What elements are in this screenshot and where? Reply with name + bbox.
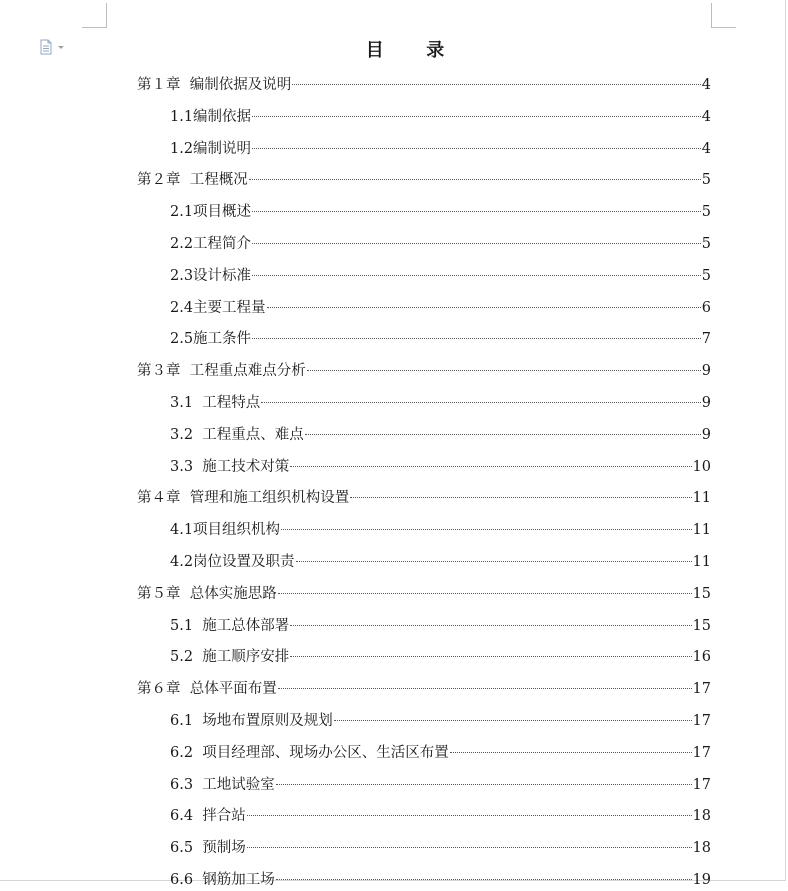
- toc-page-number: 4: [701, 77, 711, 93]
- toc-page-number: 18: [692, 840, 711, 857]
- toc-page-number: 15: [692, 585, 711, 602]
- toc-section-entry[interactable]: [170, 392, 711, 414]
- toc-entry-text: 2.4主要工程量: [170, 299, 266, 316]
- toc-section-entry[interactable]: [170, 805, 711, 827]
- toc-entry-text: 2.5施工条件: [170, 331, 252, 348]
- crop-mark-top-right: [711, 3, 736, 28]
- toc-page-number: 4: [701, 108, 711, 125]
- toc-section-entry[interactable]: [170, 233, 711, 255]
- toc-chapter-entry[interactable]: [137, 169, 711, 191]
- toc-entry-text: 4.2岗位设置及职责: [170, 554, 295, 570]
- crop-mark-top-left: [82, 3, 107, 28]
- toc-page-number: 9: [701, 363, 711, 380]
- toc-page-number: 9: [701, 426, 711, 443]
- toc-entry-text: 6.4 拌合站: [170, 808, 246, 825]
- toc-section-entry[interactable]: [170, 106, 711, 128]
- toc-dot-leader: [450, 752, 692, 753]
- toc-section-entry[interactable]: [170, 424, 711, 446]
- toc-entry-text: 3.2 工程重点、难点: [170, 426, 304, 443]
- toc-dot-leader: [281, 529, 691, 530]
- toc-page-number: 16: [692, 649, 711, 666]
- toc-entry-text: 第６章 总体平面布置: [137, 681, 277, 698]
- toc-dot-leader: [290, 656, 691, 657]
- toc-section-entry[interactable]: [170, 615, 711, 637]
- toc-dot-leader: [290, 466, 691, 467]
- toc-dot-leader: [252, 338, 701, 339]
- toc-page-number: 5: [701, 236, 711, 252]
- toc-dot-leader: [252, 243, 701, 244]
- toc-section-entry[interactable]: [170, 456, 711, 478]
- toc-dot-leader: [252, 148, 701, 149]
- toc-entry-text: 第５章 总体实施思路: [137, 585, 277, 602]
- toc-dot-leader: [252, 275, 701, 276]
- toc-section-entry[interactable]: [170, 519, 711, 541]
- toc-page-number: 11: [692, 554, 711, 570]
- toc-dot-leader: [307, 370, 701, 371]
- toc-page-number: 18: [692, 808, 711, 825]
- toc-entry-text: 2.3设计标准: [170, 267, 252, 284]
- toc-entry-text: 3.1 工程特点: [170, 395, 261, 411]
- toc-dot-leader: [276, 784, 692, 785]
- toc-dot-leader: [247, 815, 692, 816]
- toc-entry-text: 第２章 工程概况: [137, 172, 248, 189]
- toc-page-number: 7: [701, 331, 711, 348]
- toc-page-number: 6: [701, 299, 711, 316]
- toc-entry-text: 5.1 施工总体部署: [170, 617, 290, 634]
- toc-section-entry[interactable]: [170, 837, 711, 859]
- toc-page-number: 17: [692, 713, 711, 729]
- toc-section-entry[interactable]: [170, 646, 711, 668]
- toc-section-entry[interactable]: [170, 551, 711, 573]
- toc-page-number: 17: [692, 776, 711, 793]
- toc-section-entry[interactable]: [170, 710, 711, 732]
- toc-dot-leader: [267, 307, 701, 308]
- toc-dot-leader: [334, 720, 692, 721]
- toc-entry-text: 第１章 编制依据及说明: [137, 77, 292, 93]
- toc-page-number: 17: [692, 744, 711, 761]
- toc-chapter-entry[interactable]: [137, 678, 711, 700]
- toc-entry-text: 6.2 项目经理部、现场办公区、生活区布置: [170, 744, 449, 761]
- toc-dot-leader: [278, 688, 692, 689]
- toc-title: 目 录: [365, 40, 455, 61]
- toc-section-entry[interactable]: [170, 742, 711, 764]
- toc-page-number: 15: [692, 617, 711, 634]
- toc-dot-leader: [350, 497, 691, 498]
- toc-dot-leader: [252, 211, 701, 212]
- toc-entry-text: 1.2编制说明: [170, 140, 252, 157]
- toc-dot-leader: [305, 434, 701, 435]
- toc-entry-text: 6.5 预制场: [170, 840, 246, 857]
- toc-page-number: 17: [692, 681, 711, 698]
- toc-page-number: 10: [692, 458, 711, 475]
- toc-section-entry[interactable]: [170, 201, 711, 223]
- toc-entry-text: 4.1项目组织机构: [170, 522, 281, 539]
- toc-page-number: 11: [692, 490, 711, 507]
- toc-dot-leader: [252, 116, 701, 117]
- toc-page-number: 4: [701, 140, 711, 157]
- toc-section-entry[interactable]: [170, 328, 711, 350]
- toc-section-entry[interactable]: [170, 138, 711, 160]
- toc-entry-text: 6.1 场地布置原则及规划: [170, 713, 333, 729]
- toc-entry-text: 5.2 施工顺序安排: [170, 649, 290, 666]
- toc-section-entry[interactable]: [170, 265, 711, 287]
- toc-chapter-entry[interactable]: [137, 487, 711, 509]
- toc-page-number: 5: [701, 267, 711, 284]
- toc-section-entry[interactable]: [170, 774, 711, 796]
- toc-chapter-entry[interactable]: [137, 74, 711, 96]
- toc-dot-leader: [276, 879, 692, 880]
- toc-chapter-entry[interactable]: [137, 583, 711, 605]
- toc-entry-text: 2.1项目概述: [170, 204, 252, 221]
- toc-entry-text: 6.6 钢筋加工场: [170, 872, 275, 888]
- toc-dot-leader: [261, 402, 700, 403]
- toc-entry-text: 3.3 施工技术对策: [170, 458, 290, 475]
- toc-dot-leader: [290, 625, 691, 626]
- toc-page-number: 11: [692, 522, 711, 539]
- toc-dot-leader: [278, 593, 692, 594]
- toc-dot-leader: [247, 847, 692, 848]
- toc-dot-leader: [292, 84, 701, 85]
- toc-page-number: 5: [701, 204, 711, 221]
- toc-entry-text: 6.3 工地试验室: [170, 776, 275, 793]
- toc-entry-text: 2.2工程简介: [170, 236, 252, 252]
- toc-entry-text: 1.1编制依据: [170, 108, 252, 125]
- toc-dot-leader: [296, 561, 692, 562]
- toc-entry-text: 第４章 管理和施工组织机构设置: [137, 490, 350, 507]
- toc-chapter-entry[interactable]: [137, 360, 711, 382]
- toc-page-number: 19: [692, 872, 711, 888]
- toc-dot-leader: [249, 179, 701, 180]
- toc-page-number: 5: [701, 172, 711, 189]
- toc-entry-text: 第３章 工程重点难点分析: [137, 363, 306, 380]
- toc-page-number: 9: [701, 395, 711, 411]
- toc-section-entry[interactable]: [170, 297, 711, 319]
- toc-section-entry[interactable]: [170, 869, 711, 891]
